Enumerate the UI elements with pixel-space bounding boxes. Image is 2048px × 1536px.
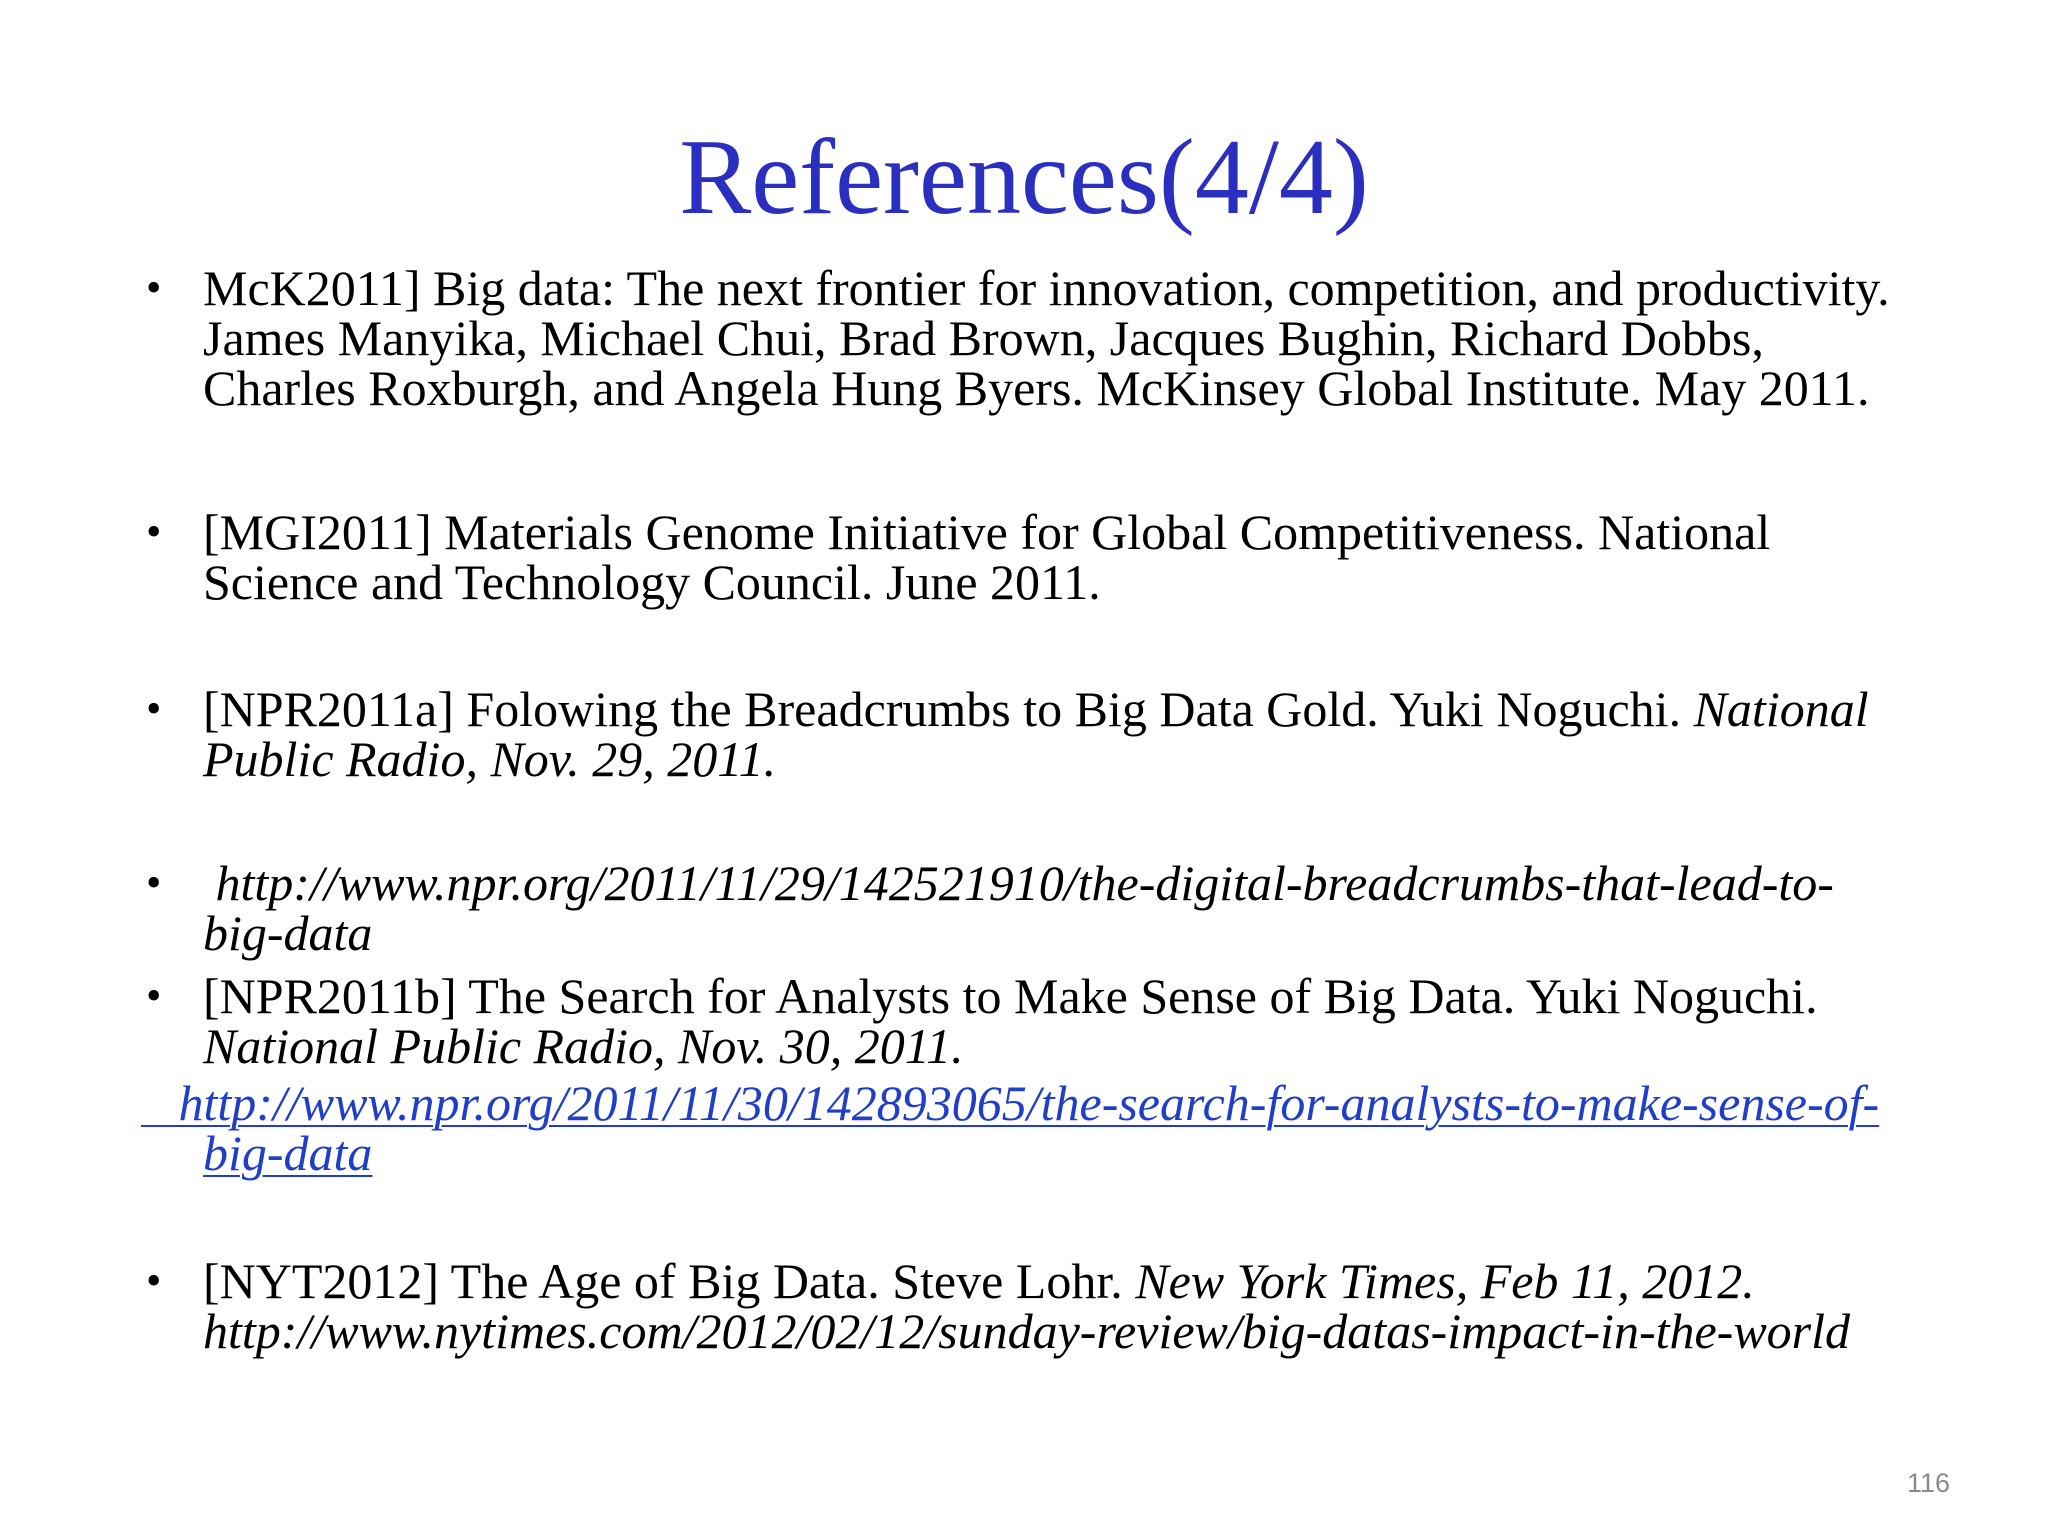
reference-source: National — [1693, 681, 1869, 737]
url-text[interactable]: http://www.nytimes.com/2012/02/12/sunday-review/big-datas-impact-in-the-world — [203, 1303, 1851, 1359]
bullet-icon: • — [146, 507, 162, 556]
reference-text: [NPR2011a] Folowing the Breadcrumbs to Big Data Gold. Yuki Noguchi. — [203, 681, 1694, 737]
reference-source: New York Times, Feb 11, 2012. — [1135, 1253, 1755, 1309]
reference-line: [MGI2011] Materials Genome Initiative for Global Competitiveness. National — [203, 504, 1771, 560]
reference-line: McK2011] Big data: The next frontier for innovation, competition, and productivity. — [203, 260, 1890, 316]
page-number: 116 — [1906, 1468, 1950, 1498]
hyperlink[interactable]: big-data — [203, 1125, 373, 1181]
reference-text: [NYT2012] The Age of Big Data. Steve Lohr. — [203, 1253, 1136, 1309]
reference-npr2011b — [203, 968, 1983, 1074]
reference-npr2011a-url[interactable] — [203, 855, 1983, 961]
bullet-icon: • — [146, 1256, 162, 1305]
reference-line: James Manyika, Michael Chui, Brad Brown, Jacques Bughin, Richard Dobbs, — [203, 310, 1764, 366]
bullet-icon: • — [146, 263, 162, 312]
url-text[interactable]: big-data — [203, 905, 373, 961]
reference-line: Charles Roxburgh, and Angela Hung Byers. McKinsey Global Institute. May 2011. — [203, 360, 1870, 416]
reference-mgi2011 — [203, 504, 1983, 610]
reference-source: National Public Radio, Nov. 30, 2011. — [203, 1018, 964, 1074]
reference-mck2011 — [203, 260, 1983, 416]
reference-line — [203, 1253, 1983, 1309]
reference-line — [203, 681, 1983, 737]
hyperlink[interactable]: http://www.npr.org/2011/11/30/142893065/the-search-for-analysts-to-make-sense-of- — [141, 1075, 1880, 1131]
reference-nyt2012 — [203, 1253, 1983, 1359]
bullet-icon: • — [146, 971, 162, 1020]
reference-line: Science and Technology Council. June 2011. — [203, 554, 1101, 610]
reference-npr2011b-link[interactable] — [141, 1075, 1880, 1181]
bullet-icon: • — [146, 684, 162, 733]
reference-npr2011a — [203, 681, 1983, 787]
bullet-icon: • — [146, 858, 162, 907]
url-text[interactable]: http://www.npr.org/2011/11/29/142521910/the-digital-breadcrumbs-that-lead-to- — [203, 855, 1834, 911]
reference-source: Public Radio, Nov. 29, 2011. — [203, 731, 777, 787]
reference-line: [NPR2011b] The Search for Analysts to Make Sense of Big Data. Yuki Noguchi. — [203, 968, 1818, 1024]
slide-title: References(4/4) — [679, 118, 1369, 237]
